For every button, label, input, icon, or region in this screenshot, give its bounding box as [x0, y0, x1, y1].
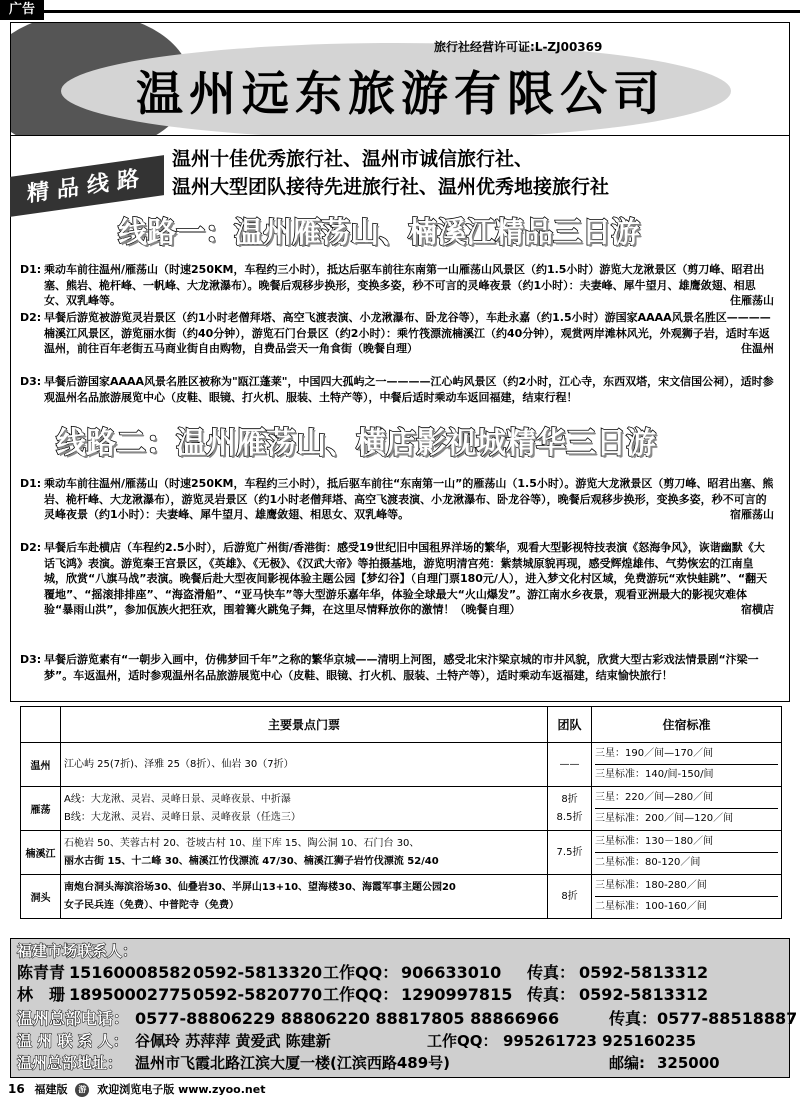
table-row — [21, 787, 782, 831]
hotel-line: 二星标准：100-160／间 — [595, 901, 707, 912]
team-cell — [548, 743, 592, 787]
day-stay: 宿横店 — [737, 602, 774, 618]
sight-line: B线：大龙湫、灵岩、灵峰日景、灵峰夜景（任选三） — [64, 811, 301, 823]
contact-phone: 0592-5813320 — [193, 963, 323, 982]
team-cell — [548, 831, 592, 875]
place-cell: 洞头 — [21, 875, 61, 919]
sight-line: 石桅岩 50、芙蓉古村 20、苍坡古村 10、崖下库 15、陶公洞 10、石门台 30、 — [64, 837, 420, 849]
header-hotel: 住宿标准 — [592, 707, 782, 743]
wz-contacts-label: 温 州 联 系 人： — [17, 1032, 128, 1050]
team-cell — [548, 875, 592, 919]
contact-qq: 906633010 — [401, 963, 502, 982]
table-header-row — [21, 707, 782, 743]
team-line: 7.5折 — [556, 846, 583, 858]
sights-cell — [61, 743, 548, 787]
day-label: D1: — [20, 477, 42, 490]
hq-fax-label: 传真： — [609, 1009, 658, 1028]
hotel-line: 三星：190／间—170／间 — [595, 744, 778, 765]
company-header — [10, 22, 790, 136]
sight-line: 江心屿 25(7折)、泽雅 25（8折）、仙岩 30（7折） — [64, 758, 294, 770]
route-2-title: 线路二：温州雁荡山、横店影视城精华三日游 — [56, 426, 656, 461]
edition-label: 福建版 — [34, 1083, 68, 1096]
route-1-day-3 — [22, 374, 774, 405]
hotel-line: 三星标准：140/间-150/间 — [595, 769, 714, 780]
tickets-table — [20, 706, 782, 919]
fujian-contacts-heading: 福建市场联系人： — [17, 942, 138, 960]
contact-name: 陈青青 — [17, 963, 66, 982]
sight-line: 丽水古街 15、十二峰 30、楠溪江竹伐漂流 47/30、楠溪江狮子岩竹伐漂流 52/40 — [64, 855, 439, 867]
sights-cell — [61, 787, 548, 831]
hq-phone-label: 温州总部电话： — [17, 1009, 130, 1028]
contact-mobile: 18950002775 — [69, 985, 192, 1004]
team-line: 8折 — [561, 793, 578, 805]
day-stay: 住温州 — [737, 341, 774, 357]
premium-routes-badge: 精品线路 — [10, 155, 164, 217]
day-label: D3: — [20, 375, 42, 388]
hotel-cell — [592, 831, 782, 875]
table-row — [21, 743, 782, 787]
page-footer — [8, 1082, 265, 1097]
day-text: 乘动车前往温州/雁荡山（时速250KM，车程约三小时），抵后驱车前往“东南第一山”的雁荡山（1.5小时）。游览大龙湫景区（剪刀峰、昭君出塞、熊岩、桅杆峰、大龙湫瀑布），游览灵岩景区（约1小时老僧拜塔、高空飞渡表演、小龙湫瀑布、卧龙谷等），晚餐后观移步换形，变换多姿，秒不可言的灵峰夜景（约1小时）：夫妻峰、犀牛望月、雄鹰敛翅、相思女、双乳峰等。 — [44, 477, 774, 521]
address: 温州市飞霞北路江滨大厦一楼(江滨西路489号) — [135, 1054, 451, 1072]
header-team: 团队 — [548, 707, 592, 743]
contact-qq-label: 工作QQ： — [323, 985, 399, 1004]
hotel-line: 三星标准：180-280／间 — [595, 876, 778, 897]
wz-contacts: 谷佩玲 苏萍萍 黄爱武 陈建新 — [135, 1032, 331, 1050]
route-2-day-2 — [22, 540, 774, 618]
contact-fax-label: 传真： — [527, 963, 576, 982]
team-line: 8.5折 — [556, 811, 583, 823]
team-line: —— — [559, 758, 580, 770]
contact-qq: 1290997815 — [401, 985, 513, 1004]
footer-url[interactable]: www.zyoo.net — [178, 1083, 266, 1096]
top-rule — [44, 10, 800, 13]
day-text: 乘动车前往温州/雁荡山（时速250KM，车程约三小时），抵达后驱车前往东南第一山雁荡山风景区（约1.5小时）游览大龙湫景区（剪刀峰、昭君出塞、熊岩、桅杆峰、一帆峰、大龙湫瀑布）。晚餐后观移步换形，变换多姿，秒不可言的灵峰夜景（约1小时）：夫妻峰、犀牛望月、雄鹰敛翅、相思女、双乳峰等。 — [44, 263, 765, 307]
hotel-cell — [592, 787, 782, 831]
header-sights: 主要景点门票 — [61, 707, 548, 743]
hotel-line: 三星标准：130－180／间 — [595, 832, 778, 853]
day-stay: 住雁荡山 — [726, 293, 774, 309]
route-2-day-1 — [22, 476, 774, 523]
day-text: 早餐后游国家AAAA风景名胜区被称为"瓯江蓬莱"，中国四大孤屿之一————江心屿风景区（约2小时，江心寺，东西双塔，宋文信国公祠），适时参观温州名品旅游展览中心（皮鞋、眼镜、打火机、服装、土特产等），中餐后适时乘动车返回福建，结束行程！ — [44, 375, 774, 404]
contact-fax: 0592-5813312 — [579, 963, 709, 982]
sight-line: 南炮台洞头海滨浴场30、仙叠岩30、半屏山13+10、望海楼30、海霞军事主题公园20 — [64, 881, 456, 893]
postcode-label: 邮编: — [609, 1054, 645, 1072]
day-stay: 宿雁荡山 — [726, 507, 774, 523]
contact-qq-label: 工作QQ： — [323, 963, 399, 982]
day-text: 早餐后游览素有“一朝步入画中，仿佛梦回千年”之称的繁华京城——清明上河图，感受北宋汴梁京城的市井风貌，欣赏大型古彩戏法情景剧“汴梁一梦”。车返温州，适时参观温州名品旅游展览中心（皮鞋、眼镜、打火机、服装、土特产等），适时乘动车返福建，结束愉快旅行！ — [44, 653, 759, 682]
place-cell: 温州 — [21, 743, 61, 787]
place-cell: 雁荡 — [21, 787, 61, 831]
table-row — [21, 875, 782, 919]
company-name: 温州远东旅游有限公司 — [136, 67, 666, 122]
wz-qq-label: 工作QQ： — [427, 1032, 498, 1050]
hotel-line: 二星标准：80-120／间 — [595, 857, 701, 868]
team-cell — [548, 787, 592, 831]
sights-cell — [61, 875, 548, 919]
address-label: 温州总部地址： — [17, 1054, 123, 1072]
day-label: D2: — [20, 541, 42, 554]
sight-line: A线：大龙湫、灵岩、灵峰日景、灵峰夜景、中折瀑 — [64, 793, 291, 805]
award-line-1: 温州十佳优秀旅行社、温州市诚信旅行社、 — [172, 148, 534, 170]
day-text: 早餐后车赴横店（车程约2.5小时），后游览广州街/香港街：感受19世纪旧中国租界洋场的繁华，观看大型影视特技表演《怒海争风》，诙谐幽默《大话飞鸿》表演。游览秦王宫景区，《英雄》、《无极》、《汉武大帝》等拍摄基地，游览明清宫苑：紫禁城原貌再现，感受辉煌雄伟、气势恢宏的江南皇城，欣赏“八旗马战”表演。晚餐后赴大型夜间影视体验主题公园【梦幻谷】（自理门票180元/人），进入梦文化村区域，免费游玩“欢快蛙跳”、“翻天覆地”、“摇滚排排座”、“海盗滑船”、“亚马快车”等大型游乐嘉年华，体验全球最大“火山爆发”。游江南水乡夜景，观看亚洲最大的影视灾难体验“暴雨山洪”，参加佤族火把狂欢，围着篝火跳兔子舞，在这里尽情释放你的激情！（晚餐自理） — [44, 541, 768, 616]
route-1-day-1 — [22, 262, 774, 309]
postcode: 325000 — [657, 1054, 720, 1072]
hq-fax: 0577-88518887 — [657, 1009, 798, 1028]
contact-name: 林 珊 — [17, 985, 66, 1004]
day-label: D3: — [20, 653, 42, 666]
hotel-line: 三星：220／间—280／间 — [595, 788, 778, 809]
contact-block — [10, 938, 798, 1078]
team-line: 8折 — [561, 890, 578, 902]
header-blank — [21, 707, 61, 743]
contact-fax-label: 传真： — [527, 985, 576, 1004]
contact-phone: 0592-5820770 — [193, 985, 323, 1004]
wz-qq: 995261723 925160235 — [503, 1032, 697, 1050]
hotel-cell — [592, 743, 782, 787]
contact-fax: 0592-5813312 — [579, 985, 709, 1004]
day-text: 早餐后游览被游览灵岩景区（约1小时老僧拜塔、高空飞渡表演、小龙湫瀑布、卧龙谷等），车赴永嘉（约1.5小时）游国家AAAA风景名胜区————楠溪江风景区，游览丽水街（约40分钟），游览石门台景区（约2小时）：乘竹筏漂流楠溪江（约40分钟），观赏两岸滩林风光，外观狮子岩，适时车返温州，前往百年老街五马商业街自由购物，自费品尝天一角食街（晚餐自理） — [44, 311, 771, 355]
hotel-line: 三星标准：200／间—120／间 — [595, 813, 734, 824]
hotel-cell — [592, 875, 782, 919]
magazine-logo-icon: 游 — [75, 1083, 89, 1097]
contact-mobile: 15160008582 — [69, 963, 192, 982]
page-number: 16 — [8, 1082, 25, 1096]
sights-cell — [61, 831, 548, 875]
day-label: D1: — [20, 263, 42, 276]
award-line-2: 温州大型团队接待先进旅行社、温州优秀地接旅行社 — [172, 176, 610, 198]
sight-line: 女子民兵连（免费）、中普陀寺（免费） — [64, 899, 239, 911]
route-1-day-2 — [22, 310, 774, 357]
route-2-day-3 — [22, 652, 774, 683]
hq-phones: 0577-88806229 88806220 88817805 88866966 — [135, 1009, 560, 1028]
ad-tag: 广告 — [0, 0, 44, 20]
day-label: D2: — [20, 311, 42, 324]
place-cell: 楠溪江 — [21, 831, 61, 875]
route-1-title: 线路一：温州雁荡山、楠溪江精品三日游 — [118, 215, 641, 249]
footer-slogan: 欢迎浏览电子版 — [97, 1083, 175, 1096]
table-row — [21, 831, 782, 875]
travel-license: 旅行社经营许可证:L-ZJ00369 — [434, 40, 603, 54]
